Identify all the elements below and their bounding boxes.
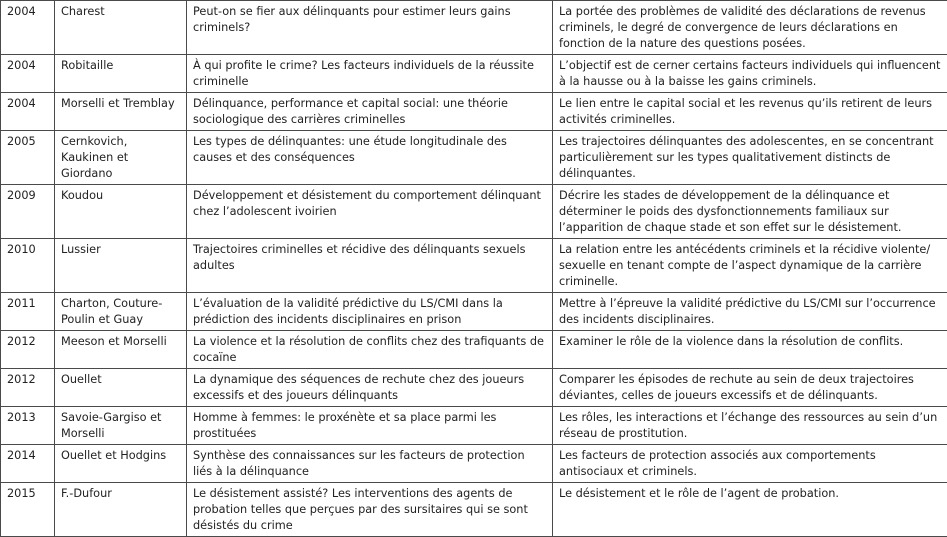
year-cell: 2004	[1, 93, 55, 131]
author-cell: Ouellet et Hodgins	[55, 445, 187, 483]
author-cell: Morselli et Tremblay	[55, 93, 187, 131]
description-cell: Le lien entre le capital social et les revenus qu’ils retirent de leurs activités criminelles.	[553, 93, 947, 131]
description-cell: Examiner le rôle de la violence dans la résolution de conflits.	[553, 331, 947, 369]
author-cell: Robitaille	[55, 55, 187, 93]
year-cell: 2005	[1, 131, 55, 185]
author-cell: Charest	[55, 1, 187, 55]
table-row	[1, 93, 947, 131]
year-cell: 2012	[1, 331, 55, 369]
year-cell: 2011	[1, 293, 55, 331]
author-cell: F.-Dufour	[55, 483, 187, 537]
author-cell: Lussier	[55, 239, 187, 293]
title-cell: Les types de délinquantes: une étude longitudinale des causes et des conséquences	[187, 131, 553, 185]
author-cell: Meeson et Morselli	[55, 331, 187, 369]
year-cell: 2004	[1, 1, 55, 55]
description-cell: Décrire les stades de développement de la délinquance et déterminer le poids des dysfonctionnements familiaux sur l’apparition de chaque stade et son effet sur le désistement.	[553, 185, 947, 239]
title-cell: Délinquance, performance et capital social: une théorie sociologique des carrières criminelles	[187, 93, 553, 131]
author-cell: Ouellet	[55, 369, 187, 407]
title-cell: La dynamique des séquences de rechute chez des joueurs excessifs et des joueurs délinquants	[187, 369, 553, 407]
author-cell: Cernkovich, Kaukinen et Giordano	[55, 131, 187, 185]
description-cell: L’objectif est de cerner certains facteurs individuels qui influencent à la hausse ou à la baisse les gains criminels.	[553, 55, 947, 93]
title-cell: Développement et désistement du comportement délinquant chez l’adolescent ivoirien	[187, 185, 553, 239]
description-cell: Le désistement et le rôle de l’agent de probation.	[553, 483, 947, 537]
title-cell: L’évaluation de la validité prédictive du LS/CMI dans la prédiction des incidents disciplinaires en prison	[187, 293, 553, 331]
year-cell: 2004	[1, 55, 55, 93]
description-cell: Comparer les épisodes de rechute au sein de deux trajectoires déviantes, celles de joueurs excessifs et de délinquants.	[553, 369, 947, 407]
table-row	[1, 407, 947, 445]
table-row	[1, 483, 947, 537]
title-cell: À qui profite le crime? Les facteurs individuels de la réussite criminelle	[187, 55, 553, 93]
author-cell: Savoie-Gargiso et Morselli	[55, 407, 187, 445]
year-cell: 2010	[1, 239, 55, 293]
description-cell: La portée des problèmes de validité des déclarations de revenus criminels, le degré de convergence de leurs déclarations en fonction de la nature des questions posées.	[553, 1, 947, 55]
title-cell: Homme à femmes: le proxénète et sa place parmi les prostituées	[187, 407, 553, 445]
year-cell: 2009	[1, 185, 55, 239]
description-cell: Les trajectoires délinquantes des adolescentes, en se concentrant particulièrement sur les types qualitativement distincts de délinquantes.	[553, 131, 947, 185]
year-cell: 2015	[1, 483, 55, 537]
studies-table-body	[1, 1, 947, 537]
table-row	[1, 445, 947, 483]
description-cell: Les rôles, les interactions et l’échange des ressources au sein d’un réseau de prostitution.	[553, 407, 947, 445]
title-cell: Trajectoires criminelles et récidive des délinquants sexuels adultes	[187, 239, 553, 293]
table-row	[1, 185, 947, 239]
author-cell: Charton, Couture-Poulin et Guay	[55, 293, 187, 331]
table-row	[1, 293, 947, 331]
description-cell: La relation entre les antécédents criminels et la récidive violente/ sexuelle en tenant compte de l’aspect dynamique de la carrière criminelle.	[553, 239, 947, 293]
table-row	[1, 331, 947, 369]
year-cell: 2014	[1, 445, 55, 483]
author-cell: Koudou	[55, 185, 187, 239]
title-cell: Synthèse des connaissances sur les facteurs de protection liés à la délinquance	[187, 445, 553, 483]
description-cell: Les facteurs de protection associés aux comportements antisociaux et criminels.	[553, 445, 947, 483]
table-row	[1, 131, 947, 185]
title-cell: Le désistement assisté? Les interventions des agents de probation telles que perçues par des sursitaires qui se sont désistés du crime	[187, 483, 553, 537]
table-row	[1, 55, 947, 93]
table-row	[1, 1, 947, 55]
year-cell: 2013	[1, 407, 55, 445]
title-cell: La violence et la résolution de conflits chez des trafiquants de cocaïne	[187, 331, 553, 369]
year-cell: 2012	[1, 369, 55, 407]
description-cell: Mettre à l’épreuve la validité prédictive du LS/CMI sur l’occurrence des incidents disciplinaires.	[553, 293, 947, 331]
table-row	[1, 369, 947, 407]
table-row	[1, 239, 947, 293]
title-cell: Peut-on se fier aux délinquants pour estimer leurs gains criminels?	[187, 1, 553, 55]
